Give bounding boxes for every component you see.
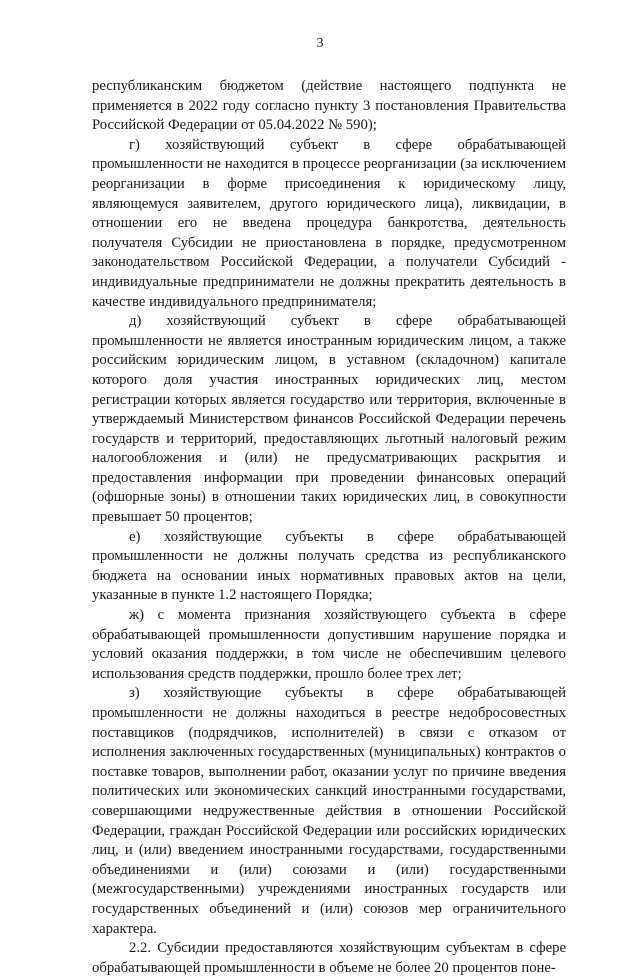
paragraph-item-zh: ж) с момента признания хозяйствующего субъекта в сфере обрабатывающей промышленности допустившим нарушение порядка и условий оказания поддержки, в том числе не обеспечившим целевого использования средств поддержки, прошло более трех лет; (92, 607, 566, 682)
paragraph-item-e: е) хозяйствующие субъекты в сфере обрабатывающей промышленности не должны получать средства из республиканского бюджета на основании иных нормативных правовых актов на цели, указанные в пункте 1.2 настоящего Порядка; (92, 528, 566, 604)
paragraph-continuation: республиканским бюджетом (действие настоящего подпункта не применяется в 2022 году согласно пункту 3 постановления Правительства Российской Федерации от 05.04.2022 № 590); (92, 78, 566, 134)
paragraph-item-z: з) хозяйствующие субъекты в сфере обрабатывающей промышленности не должны находиться в реестре недобросовестных поставщиков (подрядчиков, исполнителей) в связи с отказом от исполнения заключенных государственных (муниципальных) контрактов о поставке товаров, выполнении работ, оказании услуг по причине введения политических или экономических санкций иностранными государствами, совершающими недружественные действия в отношении Российской Федерации, граждан Российской Федерации или российских юридических лиц, и (или) введением иностранными государствами, государственными объединениями и (или) союзами и (или) государственными (межгосударственными) учреждениями иностранных государств или государственных объединений и (или) союзов мер ограничительного характера. (92, 685, 566, 937)
paragraph-item-d: д) хозяйствующий субъект в сфере обрабатывающей промышленности не является иностранным юридическим лицом, а также российским юридическим лицом, в уставном (складочном) капитале которого доля участия иностранных юридических лиц, местом регистрации которых является государство или территория, включенные в утверждаемый Министерством финансов Российской Федерации перечень государств и территорий, предоставляющих льготный налоговый режим налогообложения и (или) не предусматривающих раскрытия и предоставления информации при проведении финансовых операций (офшорные зоны) в отношении таких юридических лиц, в совокупности превышает 50 процентов; (92, 313, 566, 526)
page-number: 3 (316, 36, 324, 51)
document-body (92, 77, 566, 978)
paragraph-section-2-2: 2.2. Субсидии предоставляются хозяйствующим субъектам в сфере обрабатывающей промышленности в объеме не более 20 процентов поне- (92, 940, 566, 976)
paragraph-item-g: г) хозяйствующий субъект в сфере обрабатывающей промышленности не находится в процессе реорганизации (за исключением реорганизации в форме присоединения к юридическому лицу, являющемуся заявителем, другого юридического лица), ликвидации, в отношении его не введена процедура банкротства, деятельность получателя Субсидии не приостановлена в порядке, предусмотренном законодательством Российской Федерации, а получатели Субсидий - индивидуальные предприниматели не должны прекратить деятельность в качестве индивидуального предпринимателя; (92, 136, 566, 310)
